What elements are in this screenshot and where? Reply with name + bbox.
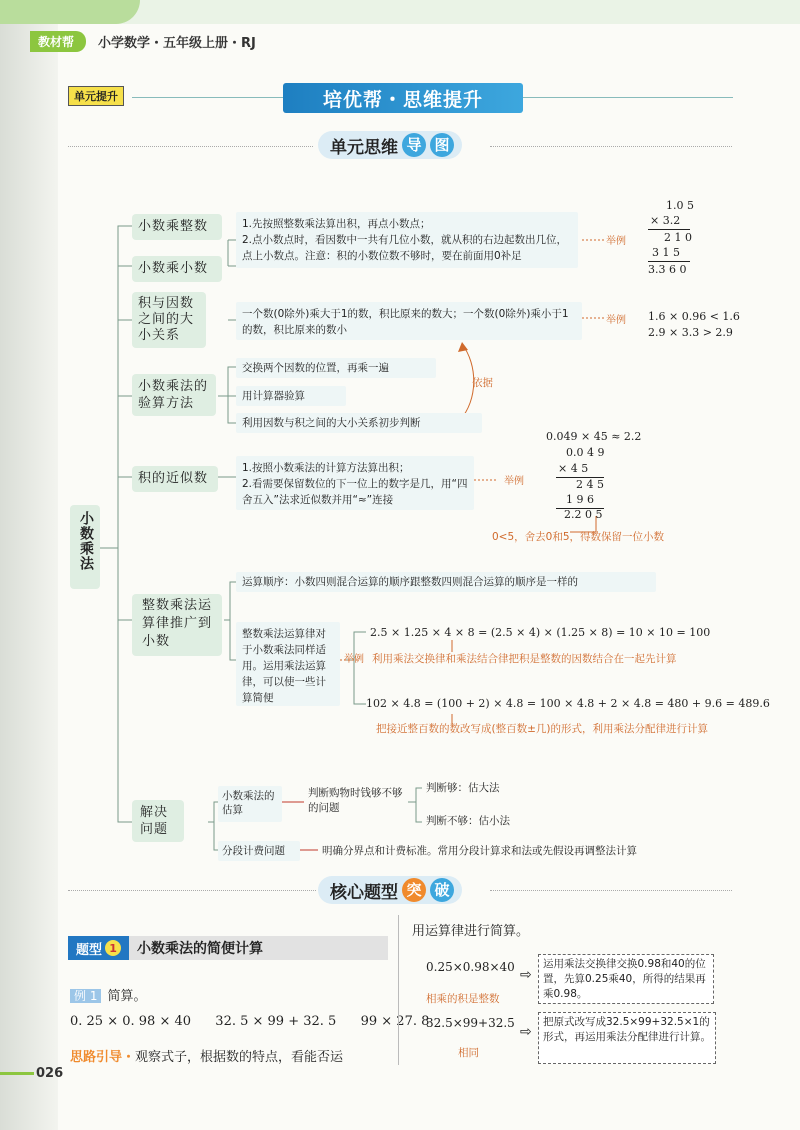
hint-text: 观察式子，根据数的特点，看能否运 bbox=[135, 1050, 344, 1065]
expr-2: 32.5×99+32.5 bbox=[426, 1016, 515, 1030]
approx-equation: 0.049 × 45 ≈ 2.2 bbox=[546, 430, 642, 443]
mult-line: 2 1 0 bbox=[664, 231, 692, 244]
equation-1-note: 利用乘法交换律和乘法结合律把积是整数的因数结合在一起先计算 bbox=[372, 653, 677, 665]
hint-label: 思路引导・ bbox=[70, 1050, 136, 1065]
expr-1-label: 相乘的积是整数 bbox=[426, 993, 500, 1005]
equation-2-note: 把接近整百数的数改写成(整百数±几)的形式，利用乘法分配律进行计算 bbox=[376, 723, 708, 735]
topic-number: 1 bbox=[105, 940, 121, 956]
section-badge: 破 bbox=[430, 878, 454, 902]
divider bbox=[490, 890, 732, 891]
segment-billing-note: 明确分界点和计费标准。常用分段计算求和法或先假设再调整法计算 bbox=[322, 845, 637, 857]
section-title-text: 单元思维 bbox=[330, 137, 398, 158]
topic-label-text: 题型 bbox=[76, 942, 103, 958]
calc-item: 0. 25 × 0. 98 × 40 bbox=[70, 1014, 192, 1029]
check-method-1: 交换两个因数的位置，再乘一遍 bbox=[236, 358, 436, 378]
node-decimal-times-integer: 小数乘整数 bbox=[132, 214, 222, 240]
example-1-text: 简算。 bbox=[107, 989, 147, 1004]
approx-rule-2: 2.看需要保留数位的下一位上的数字是几，用“四舍五入”法求近似数并用“≈”连接 bbox=[242, 478, 468, 506]
node-check-method: 小数乘法的验算方法 bbox=[132, 374, 216, 416]
example-1 bbox=[70, 985, 146, 1004]
mult-line: × 3.2 bbox=[650, 214, 681, 227]
mult-line: 3.3 6 0 bbox=[648, 263, 687, 276]
mindmap-root: 小数乘法 bbox=[70, 505, 100, 589]
example-label: 举例 bbox=[344, 654, 364, 665]
approx-rule-1: 1.按照小数乘法的计算方法算出积； bbox=[242, 462, 410, 474]
rule-text-2: 2.点小数点时，看因数中一共有几位小数，就从积的右边起数出几位，点上小数点。注意：积的小数位数不够时，要在前面用0补足 bbox=[242, 234, 568, 262]
topic-title: 小数乘法的简便计算 bbox=[137, 941, 264, 957]
header-title: 小学数学・五年级上册・RJ bbox=[98, 35, 256, 51]
equation-1: 2.5 × 1.25 × 4 × 8 = (2.5 × 4) × (1.25 × 8) = 10 × 10 = 100 bbox=[370, 626, 711, 639]
example-label: 举例 bbox=[606, 315, 626, 326]
expr-1: 0.25×0.98×40 bbox=[426, 960, 515, 974]
topic-header bbox=[68, 936, 388, 960]
mult-line: 1 9 6 bbox=[566, 493, 594, 506]
section-title-text: 核心题型 bbox=[330, 882, 398, 903]
law-applies-box: 整数乘法运算律对于小数乘法同样适用。运用乘法运算律，可以使一些计算简便 bbox=[236, 622, 340, 706]
calc-item: 99 × 27. 8 bbox=[360, 1014, 430, 1029]
explanation-box-1: 运用乘法交换律交换0.98和40的位置，先算0.25乘40，所得的结果再乘0.98。 bbox=[538, 954, 714, 1004]
page-number: 026 bbox=[36, 1066, 64, 1081]
node-laws-extended: 整数乘法运算律推广到小数 bbox=[132, 594, 222, 656]
inequality-1: 1.6 × 0.96 < 1.6 bbox=[648, 310, 740, 323]
rounding-note: 0<5，舍去0和5，得数保留一位小数 bbox=[492, 531, 665, 543]
unit-tag: 单元提升 bbox=[68, 86, 124, 106]
mult-line: × 4 5 bbox=[558, 462, 589, 475]
column-divider bbox=[398, 915, 399, 1065]
judge-enough: 判断够：估大法 bbox=[426, 782, 500, 794]
judge-not-enough: 判断不够：估小法 bbox=[426, 815, 510, 827]
mult-line: 0.0 4 9 bbox=[566, 446, 605, 459]
mult-line: 3 1 5 bbox=[652, 246, 680, 259]
divider bbox=[68, 890, 316, 891]
check-method-3: 利用因数与积之间的大小关系初步判断 bbox=[236, 413, 482, 433]
node-product-factor-relation: 积与因数之间的大小关系 bbox=[132, 292, 206, 348]
banner-title: 培优帮・思维提升 bbox=[283, 83, 523, 113]
basis-label: 依据 bbox=[472, 377, 493, 389]
topic-label bbox=[68, 936, 129, 960]
node-approximation: 积的近似数 bbox=[132, 466, 218, 492]
section-badge: 突 bbox=[402, 878, 426, 902]
relation-box: 一个数(0除外)乘大于1的数，积比原来的数大；一个数(0除外)乘小于1的数，积比原来的数小 bbox=[236, 302, 582, 340]
expr-2-label: 相同 bbox=[458, 1047, 479, 1059]
hint-line bbox=[70, 1046, 343, 1065]
divider bbox=[648, 229, 690, 230]
judge-problem: 判断购物时钱够不够的问题 bbox=[308, 787, 403, 814]
node-problem-solving: 解决问题 bbox=[132, 800, 184, 842]
arrow-right-icon: ⇨ bbox=[520, 967, 532, 983]
calc-item: 32. 5 × 99 + 32. 5 bbox=[215, 1014, 337, 1029]
mult-line: 1.0 5 bbox=[666, 199, 694, 212]
mult-line: 2.2 0 5 bbox=[564, 508, 603, 521]
example-label: 举例 bbox=[606, 236, 626, 247]
section-badge: 导 bbox=[402, 133, 426, 157]
section-title-core bbox=[318, 876, 462, 904]
calc-row bbox=[70, 1014, 429, 1029]
page-number-bar bbox=[0, 1072, 34, 1075]
continued-text: 用运算律进行简算。 bbox=[412, 924, 530, 939]
rule-box-decimal-mult bbox=[236, 212, 578, 268]
estimation-box: 小数乘法的估算 bbox=[218, 786, 282, 822]
example-label: 举例 bbox=[504, 476, 524, 487]
explanation-box-2: 把原式改写成32.5×99+32.5×1的形式，再运用乘法分配律进行计算。 bbox=[538, 1012, 716, 1064]
inequality-2: 2.9 × 3.3 > 2.9 bbox=[648, 326, 733, 339]
section-badge: 图 bbox=[430, 133, 454, 157]
node-decimal-times-decimal: 小数乘小数 bbox=[132, 256, 222, 282]
divider bbox=[648, 261, 690, 262]
equation-2: 102 × 4.8 = (100 + 2) × 4.8 = 100 × 4.8 + 2 × 4.8 = 480 + 9.6 = 489.6 bbox=[366, 697, 770, 710]
rule-text-1: 1.先按照整数乘法算出积，再点小数点； bbox=[242, 218, 431, 230]
example-1-label: 例 1 bbox=[70, 989, 101, 1003]
segment-billing-box: 分段计费问题 bbox=[218, 841, 300, 861]
mult-line: 2 4 5 bbox=[576, 478, 604, 491]
check-method-2: 用计算器验算 bbox=[236, 386, 346, 406]
approx-rule-box bbox=[236, 456, 474, 510]
arrow-right-icon: ⇨ bbox=[520, 1024, 532, 1040]
operation-order: 运算顺序：小数四则混合运算的顺序跟整数四则混合运算的顺序是一样的 bbox=[236, 572, 656, 592]
header-tag: 教材帮 bbox=[30, 31, 86, 52]
